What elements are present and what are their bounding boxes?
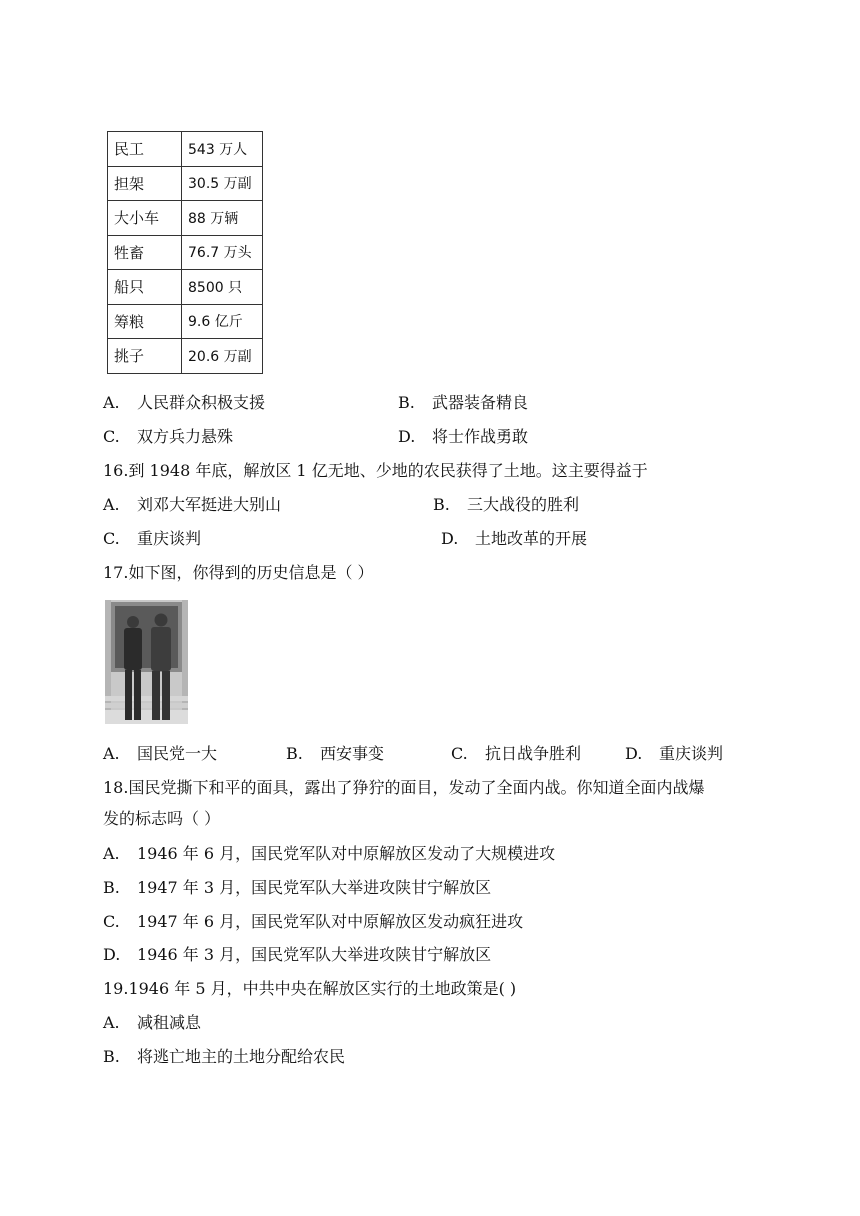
- table-cell-amount: 88 万辆: [182, 201, 263, 236]
- q17-option-c[interactable]: [451, 744, 581, 764]
- table-row: [108, 339, 263, 374]
- q16-option-a[interactable]: [103, 495, 281, 515]
- q17-option-a[interactable]: [103, 744, 217, 764]
- option-text: 重庆谈判: [137, 529, 202, 548]
- table-cell-amount: 543 万人: [182, 132, 263, 167]
- q15-option-d[interactable]: [398, 427, 528, 447]
- option-text: 1947 年 3 月，国民党军队大举进攻陕甘宁解放区: [137, 878, 492, 897]
- q15-option-c[interactable]: [103, 427, 233, 447]
- q18-option-b[interactable]: [103, 878, 491, 898]
- option-letter: D.: [441, 529, 459, 548]
- option-text: 减租减息: [137, 1013, 202, 1032]
- option-letter: A.: [103, 1013, 120, 1032]
- table-cell-item: 筹粮: [108, 304, 182, 339]
- option-letter: D.: [398, 427, 416, 446]
- table-cell-item: 担架: [108, 166, 182, 201]
- table-cell-item: 牲畜: [108, 235, 182, 270]
- option-letter: B.: [103, 1047, 120, 1066]
- option-text: 双方兵力悬殊: [137, 427, 234, 446]
- table-row: [108, 235, 263, 270]
- q17-stem: 17.如下图，你得到的历史信息是（ ）: [103, 563, 374, 582]
- table-row: [108, 201, 263, 236]
- option-text: 人民群众积极支援: [137, 393, 266, 412]
- table-row: [108, 166, 263, 201]
- photo-illustration: [105, 600, 188, 724]
- q17-option-d[interactable]: [625, 744, 723, 764]
- table-cell-amount: 30.5 万副: [182, 166, 263, 201]
- option-letter: D.: [625, 744, 643, 763]
- table-row: [108, 270, 263, 305]
- option-text: 西安事变: [320, 744, 385, 763]
- table-cell-item: 船只: [108, 270, 182, 305]
- q15-option-b[interactable]: [398, 393, 528, 413]
- option-letter: B.: [433, 495, 450, 514]
- supply-table: [107, 131, 263, 374]
- q19-option-a[interactable]: [103, 1013, 201, 1033]
- q15-option-a[interactable]: [103, 393, 265, 413]
- option-letter: B.: [103, 878, 120, 897]
- table-cell-amount: 76.7 万头: [182, 235, 263, 270]
- q19-option-b[interactable]: [103, 1047, 345, 1067]
- option-text: 武器装备精良: [432, 393, 529, 412]
- q18-option-a[interactable]: [103, 844, 555, 864]
- table-cell-item: 挑子: [108, 339, 182, 374]
- q18-stem-line1: 18.国民党撕下和平的面具，露出了狰狞的面目，发动了全面内战。你知道全面内战爆: [103, 778, 705, 797]
- option-text: 国民党一大: [137, 744, 218, 763]
- q18-option-c[interactable]: [103, 912, 523, 932]
- q19-stem: 19.1946 年 5 月，中共中央在解放区实行的土地政策是( ): [103, 979, 517, 998]
- option-letter: C.: [103, 427, 120, 446]
- table-cell-item: 民工: [108, 132, 182, 167]
- option-letter: A.: [103, 393, 120, 412]
- q16-stem: 16.到 1948 年底，解放区 1 亿无地、少地的农民获得了土地。这主要得益于: [103, 461, 648, 480]
- q18-option-d[interactable]: [103, 945, 491, 965]
- table-cell-amount: 20.6 万副: [182, 339, 263, 374]
- q16-option-d[interactable]: [441, 529, 587, 549]
- option-letter: C.: [103, 529, 120, 548]
- table-cell-amount: 8500 只: [182, 270, 263, 305]
- option-text: 1947 年 6 月，国民党军队对中原解放区发动疯狂进攻: [137, 912, 524, 931]
- option-letter: A.: [103, 744, 120, 763]
- option-letter: A.: [103, 844, 120, 863]
- option-letter: B.: [398, 393, 415, 412]
- option-letter: C.: [103, 912, 120, 931]
- table-cell-item: 大小车: [108, 201, 182, 236]
- q16-option-b[interactable]: [433, 495, 579, 515]
- q18-stem-line2: 发的标志吗（ ）: [103, 809, 221, 828]
- option-letter: B.: [286, 744, 303, 763]
- option-text: 1946 年 3 月，国民党军队大举进攻陕甘宁解放区: [137, 945, 492, 964]
- table-cell-amount: 9.6 亿斤: [182, 304, 263, 339]
- table-row: [108, 132, 263, 167]
- q17-option-b[interactable]: [286, 744, 384, 764]
- historical-photo: [105, 600, 188, 724]
- option-text: 1946 年 6 月，国民党军队对中原解放区发动了大规模进攻: [137, 844, 556, 863]
- option-text: 抗日战争胜利: [485, 744, 582, 763]
- option-letter: A.: [103, 495, 120, 514]
- q16-option-c[interactable]: [103, 529, 201, 549]
- table-row: [108, 304, 263, 339]
- option-text: 三大战役的胜利: [467, 495, 580, 514]
- option-text: 重庆谈判: [659, 744, 724, 763]
- option-text: 将士作战勇敢: [432, 427, 529, 446]
- option-letter: D.: [103, 945, 121, 964]
- option-letter: C.: [451, 744, 468, 763]
- option-text: 刘邓大军挺进大别山: [137, 495, 282, 514]
- option-text: 将逃亡地主的土地分配给农民: [137, 1047, 346, 1066]
- option-text: 土地改革的开展: [475, 529, 588, 548]
